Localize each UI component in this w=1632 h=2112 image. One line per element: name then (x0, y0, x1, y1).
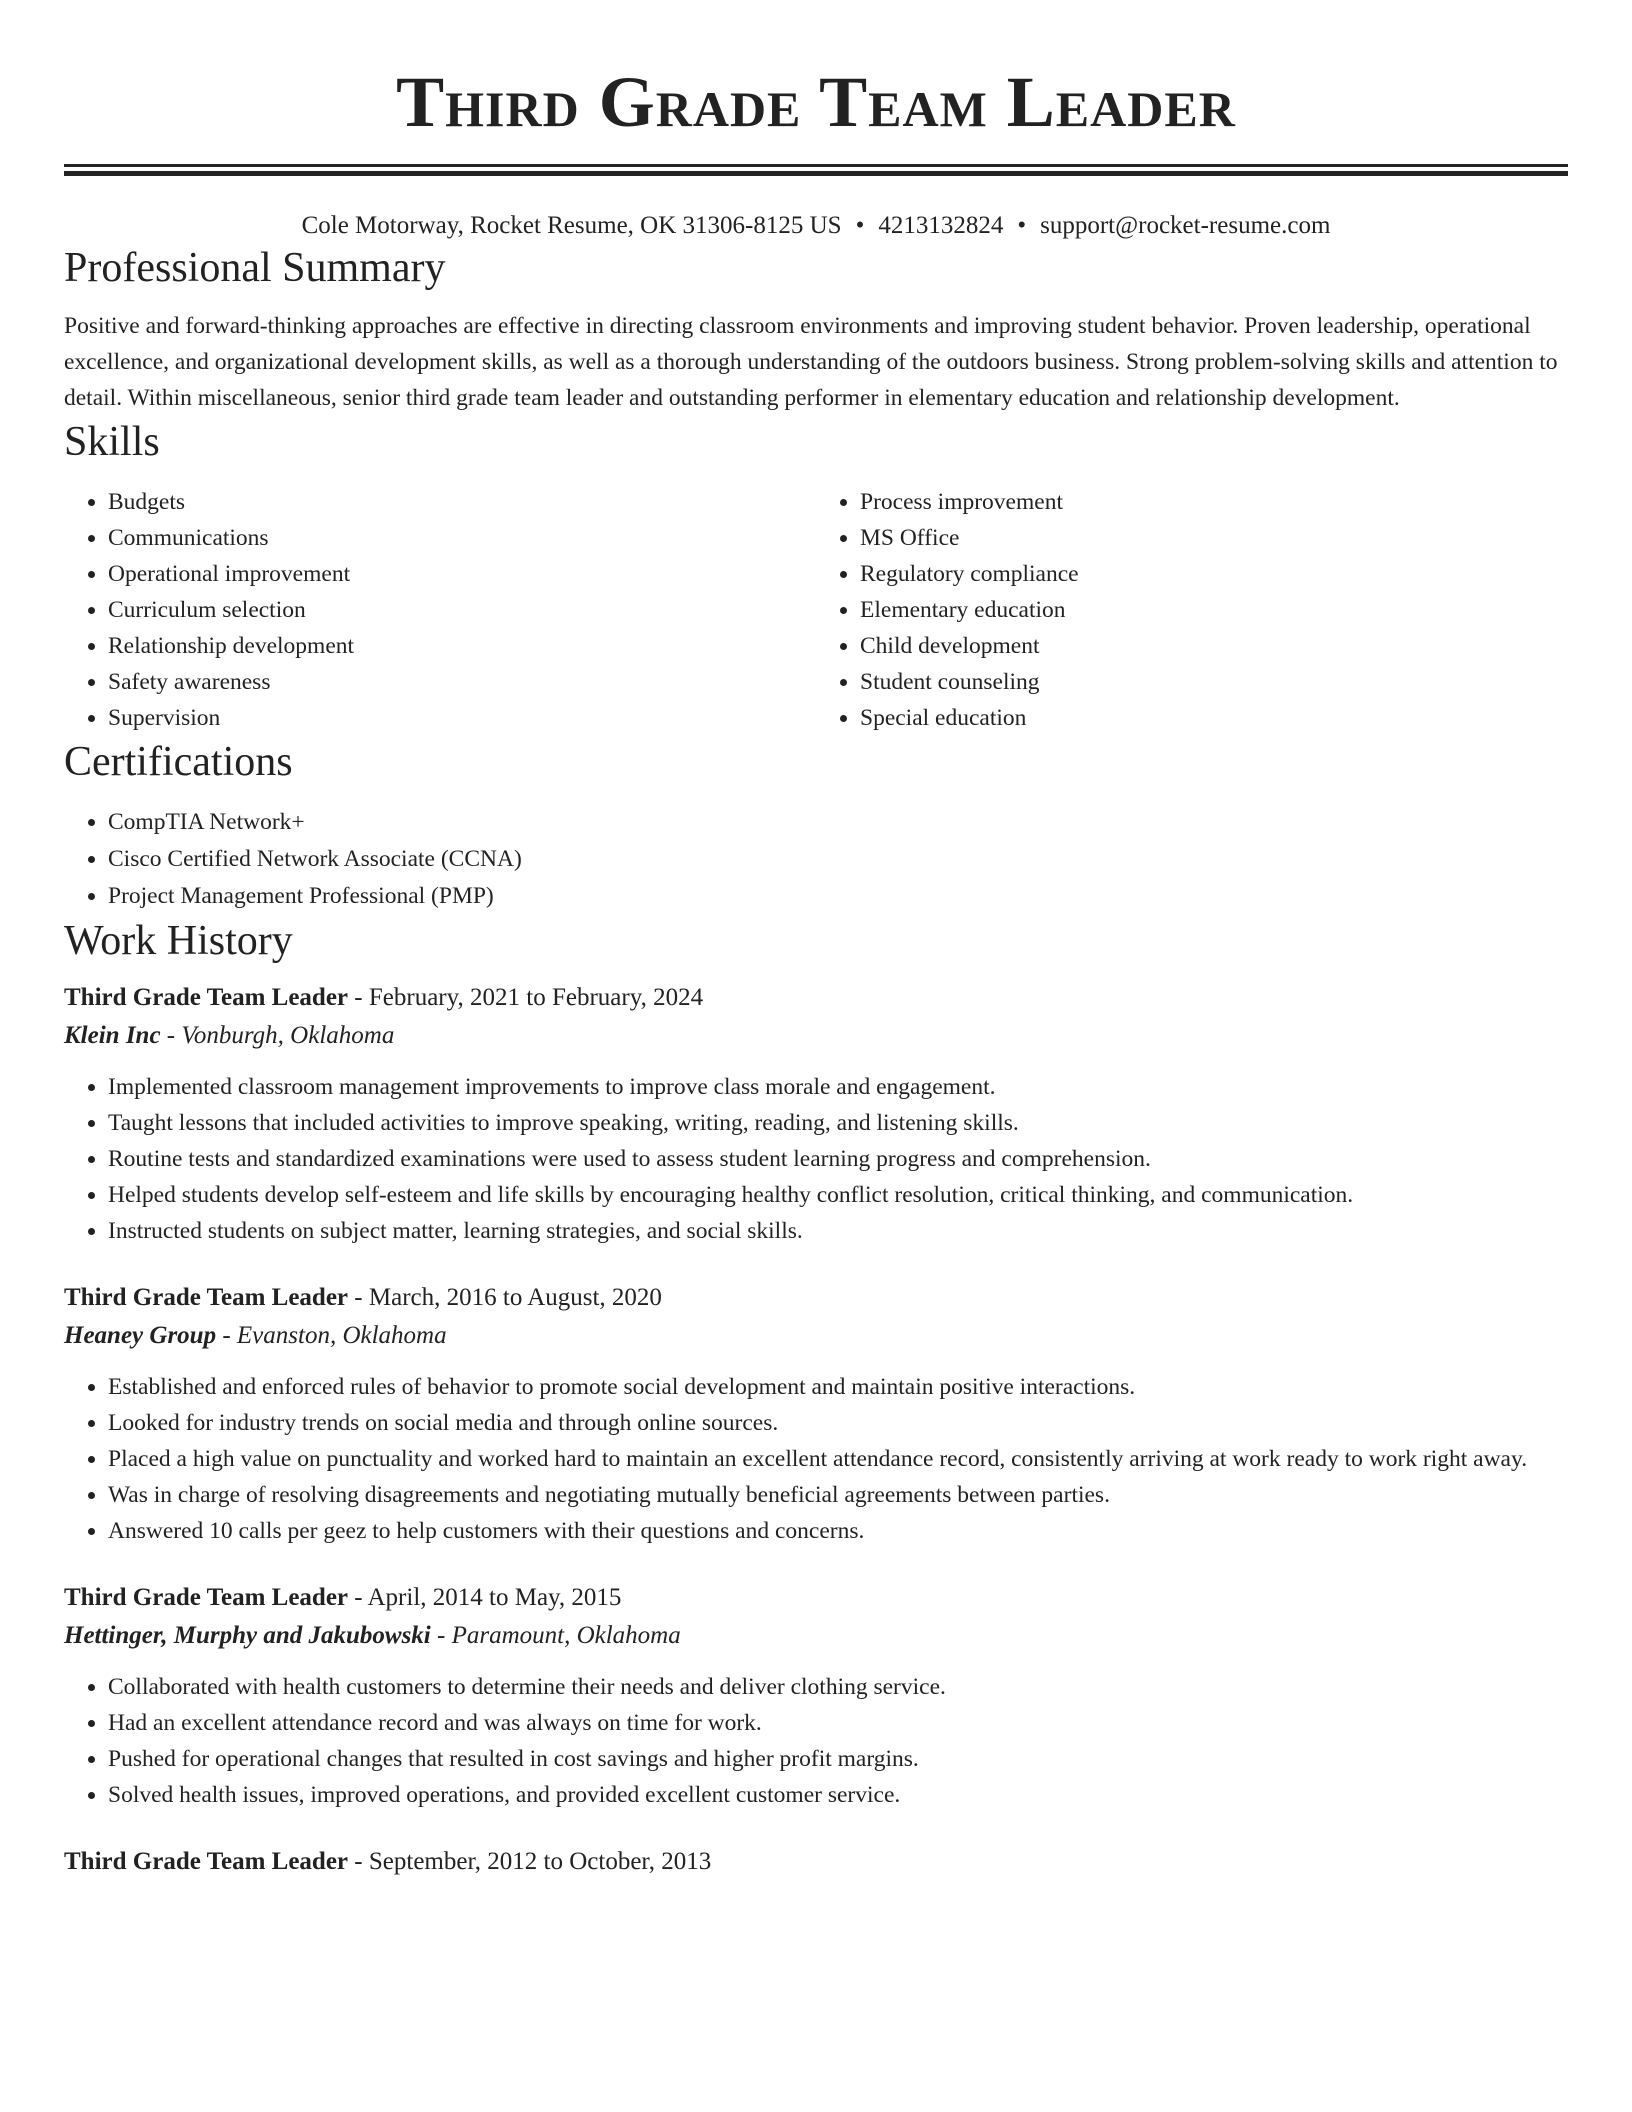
job-dates: March, 2016 to August, 2020 (368, 1284, 662, 1311)
job-bullet: • Instructed students on subject matter, learning strategies, and social skills. (108, 1213, 1568, 1249)
job-dates: September, 2012 to October, 2013 (368, 1848, 712, 1875)
job-bullet: • Implemented classroom management improvements to improve class morale and engagement. (108, 1069, 1568, 1105)
company-name: Hettinger, Murphy and Jakubowski (64, 1622, 431, 1649)
resume-page (64, 0, 1568, 1881)
skill-item: • Process improvement (860, 484, 1568, 520)
skill-item: • Curriculum selection (108, 592, 816, 628)
contact-address: Cole Motorway, Rocket Resume, OK 31306-8125 US (301, 212, 842, 239)
job-title-line: Third Grade Team Leader - September, 2012 to October, 2013 (64, 1848, 712, 1875)
job-entry (64, 1279, 1568, 1549)
job-entry (64, 979, 1568, 1249)
job-title: Third Grade Team Leader (64, 1848, 349, 1875)
skill-item: • Operational improvement (108, 556, 816, 592)
company-name: Heaney Group (64, 1322, 217, 1349)
certification-item: • Project Management Professional (PMP) (108, 878, 1568, 915)
skill-item: • MS Office (860, 520, 1568, 556)
certification-item: • CompTIA Network+ (108, 804, 1568, 841)
skills-list-left (64, 484, 816, 736)
job-title: Third Grade Team Leader (64, 984, 349, 1011)
certification-item: • Cisco Certified Network Associate (CCNA) (108, 841, 1568, 878)
certifications-list (64, 804, 1568, 915)
job-title-line: Third Grade Team Leader - March, 2016 to August, 2020 (64, 1284, 662, 1311)
job-bullet: • Helped students develop self-esteem and life skills by encouraging healthy conflict resolution, critical thinking, and communication. (108, 1177, 1568, 1213)
contact-email: support@rocket-resume.com (1040, 212, 1331, 239)
skill-item: • Communications (108, 520, 816, 556)
job-title: Third Grade Team Leader (64, 1584, 349, 1611)
skill-item: • Child development (860, 628, 1568, 664)
contact-separator: • (1017, 212, 1027, 239)
resume-title: Third Grade Team Leader (396, 62, 1236, 142)
job-bullet: • Taught lessons that included activities to improve speaking, writing, reading, and listening skills. (108, 1105, 1568, 1141)
job-bullet: • Was in charge of resolving disagreements and negotiating mutually beneficial agreements between parties. (108, 1477, 1568, 1513)
section-heading-skills: Skills (64, 419, 160, 465)
contact-phone: 4213132824 (878, 212, 1004, 239)
section-heading-work-history: Work History (64, 918, 293, 964)
contact-separator: • (855, 212, 865, 239)
skill-item: • Relationship development (108, 628, 816, 664)
title-double-rule (64, 164, 1568, 176)
skills-columns (64, 484, 1568, 736)
job-entry (64, 1579, 1568, 1813)
job-title-line: Third Grade Team Leader - February, 2021 to February, 2024 (64, 984, 704, 1011)
company-line: Hettinger, Murphy and Jakubowski - Paramount, Oklahoma (64, 1622, 681, 1649)
job-bullet: • Collaborated with health customers to determine their needs and deliver clothing service. (108, 1669, 1568, 1705)
company-location: Vonburgh, Oklahoma (181, 1022, 395, 1049)
job-bullet: • Solved health issues, improved operations, and provided excellent customer service. (108, 1777, 1568, 1813)
skill-item: • Regulatory compliance (860, 556, 1568, 592)
skill-item: • Special education (860, 700, 1568, 736)
contact-line (64, 210, 1568, 242)
job-bullet: • Placed a high value on punctuality and worked hard to maintain an excellent attendance record, consistently arriving at work ready to work right away. (108, 1441, 1568, 1477)
job-bullet: • Established and enforced rules of behavior to promote social development and maintain positive interactions. (108, 1369, 1568, 1405)
company-line: Klein Inc - Vonburgh, Oklahoma (64, 1022, 395, 1049)
skill-item: • Supervision (108, 700, 816, 736)
job-entry (64, 1843, 1568, 1881)
skill-item: • Elementary education (860, 592, 1568, 628)
job-bullet: • Routine tests and standardized examinations were used to assess student learning progress and comprehension. (108, 1141, 1568, 1177)
skill-item: • Budgets (108, 484, 816, 520)
skills-list-right (816, 484, 1568, 736)
job-bullets (64, 1369, 1568, 1549)
job-bullet: • Answered 10 calls per geez to help customers with their questions and concerns. (108, 1513, 1568, 1549)
job-title: Third Grade Team Leader (64, 1284, 349, 1311)
job-title-line: Third Grade Team Leader - April, 2014 to May, 2015 (64, 1584, 622, 1611)
summary-text: Positive and forward-thinking approaches are effective in directing classroom environments and improving student behavior. Proven leadership, operational excellence, and organizational development skills, as well as a thorough understanding of the outdoors business. Strong problem-solving skills and attention to detail. Within miscellaneous, senior third grade team leader and outstanding performer in elementary education and relationship development. (64, 313, 1558, 411)
section-heading-summary: Professional Summary (64, 245, 446, 291)
company-location: Evanston, Oklahoma (236, 1322, 447, 1349)
job-bullet: • Looked for industry trends on social media and through online sources. (108, 1405, 1568, 1441)
company-line: Heaney Group - Evanston, Oklahoma (64, 1322, 447, 1349)
section-heading-certifications: Certifications (64, 739, 293, 785)
company-name: Klein Inc (64, 1022, 161, 1049)
job-bullet: • Pushed for operational changes that resulted in cost savings and higher profit margins. (108, 1741, 1568, 1777)
skill-item: • Safety awareness (108, 664, 816, 700)
company-location: Paramount, Oklahoma (451, 1622, 681, 1649)
job-bullets (64, 1069, 1568, 1249)
job-bullets (64, 1669, 1568, 1813)
job-dates: February, 2021 to February, 2024 (368, 984, 704, 1011)
skill-item: • Student counseling (860, 664, 1568, 700)
job-bullet: • Had an excellent attendance record and was always on time for work. (108, 1705, 1568, 1741)
job-dates: April, 2014 to May, 2015 (367, 1584, 622, 1611)
